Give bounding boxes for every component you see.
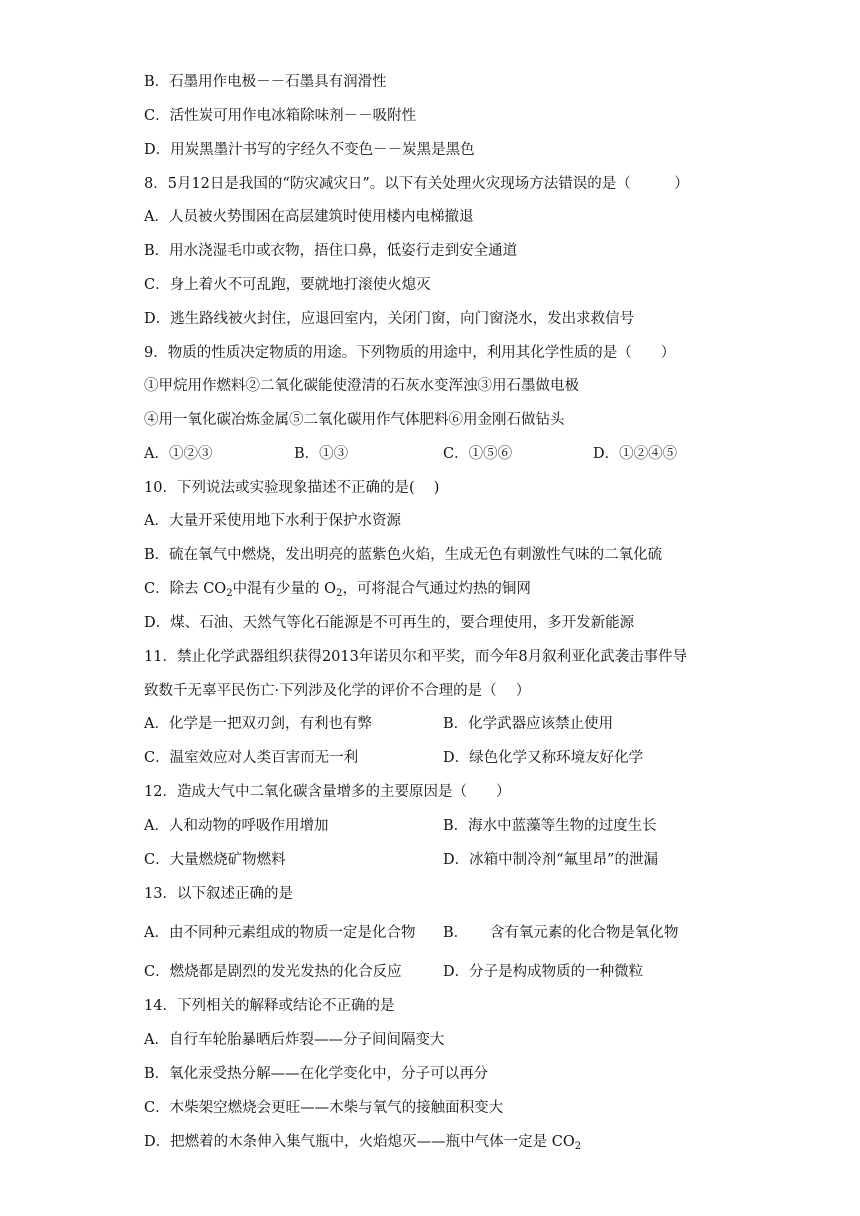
q9-option-d: D．①②④⑤: [593, 446, 678, 462]
q11-stem-line1: 11．禁止化学武器组织获得2013年诺贝尔和平奖，而今年8月叙利亚化武袭击事件导: [144, 649, 688, 665]
q14-stem: 14．下列相关的解释或结论不正确的是: [144, 998, 395, 1014]
q14-option-a: A．自行车轮胎暴晒后炸裂——分子间间隔变大: [144, 1032, 445, 1048]
q13-option-a: A．由不同种元素组成的物质一定是化合物: [144, 925, 416, 941]
q13-option-d: D．分子是构成物质的一种微粒: [443, 964, 644, 980]
q14-option-c: C．木柴架空燃烧会更旺——木柴与氧气的接触面积变大: [144, 1100, 504, 1116]
q14-option-b: B．氧化汞受热分解——在化学变化中，分子可以再分: [144, 1066, 489, 1082]
q9-option-c: C．①⑤⑥: [443, 446, 513, 462]
q10-option-c: C．除去 $CO_2$中混有少量的 $O_2$，可将混合气通过灼热的铜网: [144, 581, 531, 599]
q11-option-c: C．温室效应对人类百害而无一利: [144, 750, 359, 766]
q9-list-line2: ④用一氧化碳冶炼金属⑤二氧化碳用作气体肥料⑥用金刚石做钻头: [144, 412, 565, 428]
q7-option-c: C．活性炭可用作电冰箱除味剂－－吸附性: [144, 108, 417, 124]
q11-option-b: B．化学武器应该禁止使用: [443, 716, 614, 732]
q8-option-d: D．逃生路线被火封住，应退回室内，关闭门窗，向门窗浇水，发出求救信号: [144, 311, 635, 327]
q8-stem: 8．5月12日是我国的“防灾减灾日”。以下有关处理火灾现场方法错误的是（ ）: [144, 176, 689, 192]
q12-option-c: C．大量燃烧矿物燃料: [144, 852, 286, 868]
q10-option-b: B．硫在氧气中燃烧，发出明亮的蓝紫色火焰，生成无色有刺激性气味的二氧化硫: [144, 547, 663, 563]
q9-option-b: B．①③: [294, 446, 349, 462]
q8-option-b: B．用水浇湿毛巾或衣物，捂住口鼻，低姿行走到安全通道: [144, 243, 518, 259]
q10-stem: 10．下列说法或实验现象描述不正确的是( ): [144, 480, 440, 496]
q8-option-a: A．人员被火势围困在高层建筑时使用楼内电梯撤退: [144, 209, 474, 225]
q9-stem: 9．物质的性质决定物质的用途。下列物质的用途中，利用其化学性质的是（ ）: [144, 345, 676, 361]
q9-option-a: A．①②③: [144, 446, 213, 462]
q7-option-d: D．用炭黑墨汁书写的字经久不变色－－炭黑是黑色: [144, 142, 475, 158]
q10-option-d: D．煤、石油、天然气等化石能源是不可再生的，要合理使用，多开发新能源: [144, 615, 635, 631]
q12-option-a: A．人和动物的呼吸作用增加: [144, 818, 329, 834]
q14-option-d: D．把燃着的木条伸入集气瓶中，火焰熄灭——瓶中气体一定是 $CO_2$: [144, 1134, 582, 1152]
q13-option-c: C．燃烧都是剧烈的发光发热的化合反应: [144, 964, 402, 980]
q9-list-line1: ①甲烷用作燃料②二氧化碳能使澄清的石灰水变浑浊③用石墨做电极: [144, 378, 579, 394]
q10-option-a: A．大量开采使用地下水利于保护水资源: [144, 513, 401, 529]
q11-option-d: D．绿色化学又称环境友好化学: [443, 750, 644, 766]
q13-stem: 13．以下叙述正确的是: [144, 886, 293, 902]
q12-option-b: B．海水中蓝藻等生物的过度生长: [443, 818, 657, 834]
q12-stem: 12．造成大气中二氧化碳含量增多的主要原因是（ ）: [144, 784, 511, 800]
q8-option-c: C．身上着火不可乱跑，要就地打滚使火熄灭: [144, 277, 431, 293]
q11-stem-line2: 致数千无辜平民伤亡·下列涉及化学的评价不合理的是（ ）: [144, 683, 531, 699]
q7-option-b: B．石墨用作电极－－石墨具有润滑性: [144, 74, 387, 90]
q12-option-d: D．冰箱中制冷剂“氟里昂”的泄漏: [443, 852, 658, 868]
q13-option-b: B． 含有氧元素的化合物是氧化物: [443, 925, 679, 941]
q11-option-a: A．化学是一把双刃剑，有利也有弊: [144, 716, 372, 732]
